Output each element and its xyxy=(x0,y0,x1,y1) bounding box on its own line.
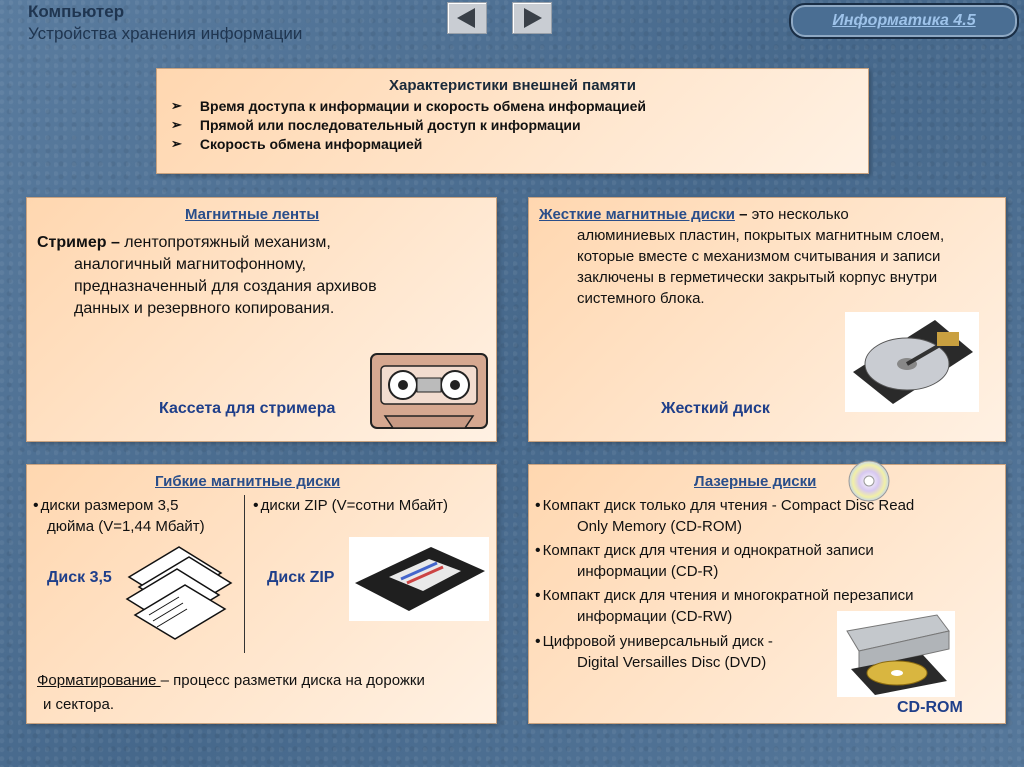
magnetic-tape-panel xyxy=(26,197,497,442)
prev-button[interactable] xyxy=(447,2,487,34)
laser-bullet-1: • Компакт диск только для чтения - Compact Disc Read Only Memory (CD-ROM) xyxy=(535,497,915,535)
characteristics-list xyxy=(171,98,868,152)
slide-subtitle: Устройства хранения информации xyxy=(28,24,303,43)
hdd-caption: Жесткий диск xyxy=(661,400,770,417)
floppy-title[interactable]: Гибкие магнитные диски xyxy=(155,473,341,490)
floppy-bullet-2: • диски ZIP (V=сотни Мбайт) xyxy=(253,497,449,514)
arrow-bullet-icon: ➢ xyxy=(171,98,182,113)
formatting-note: Форматирование – процесс разметки диска на дорожки и сектора. xyxy=(37,672,425,713)
arrow-bullet-icon: ➢ xyxy=(171,136,182,151)
triangle-right-icon xyxy=(513,3,551,33)
floppy-bullet-1: • диски размером 3,5 дюйма (V=1,44 Мбайт) xyxy=(33,497,205,535)
laser-title[interactable]: Лазерные диски xyxy=(694,473,817,490)
laser-bullet-2: • Компакт диск для чтения и однократной записи информации (CD-R) xyxy=(535,542,874,580)
tape-description: Стример – лентопротяжный механизм, аналогичный магнитофонному, предназначенный для создания архивов данных и резервного копирования. xyxy=(37,234,377,317)
hdd-description: Жесткие магнитные диски – это несколько алюминиевых пластин, покрытых магнитным слоем, которые вместе с механизмом считывания и записи заключены в герметически закрытый корпус внутри системного блока. xyxy=(539,206,945,307)
floppy-disk-panel xyxy=(26,464,497,724)
list-item: ➢ Скорость обмена информацией xyxy=(171,136,423,152)
tape-cassette-icon xyxy=(365,346,493,436)
characteristics-title: Характеристики внешней памяти xyxy=(389,77,636,94)
hard-disk-icon xyxy=(845,312,979,412)
floppy-stack-icon xyxy=(125,537,235,647)
cd-rom-caption: CD-ROM xyxy=(897,699,963,716)
hard-disk-panel xyxy=(528,197,1006,442)
column-divider xyxy=(244,495,245,653)
hdd-title[interactable]: Жесткие магнитные диски xyxy=(539,206,735,223)
laser-bullet-4: • Цифровой универсальный диск - Digital Versailles Disc (DVD) xyxy=(535,633,773,671)
tape-term: Стример – xyxy=(37,234,120,251)
characteristics-panel xyxy=(156,68,869,174)
triangle-left-icon xyxy=(448,3,486,33)
list-item: ➢ Прямой или последовательный доступ к информации xyxy=(171,117,581,133)
arrow-bullet-icon: ➢ xyxy=(171,117,182,132)
zip-disk-icon xyxy=(349,537,489,621)
slide-title: Компьютер xyxy=(28,2,125,21)
optical-disk-panel xyxy=(528,464,1006,724)
formatting-term: Форматирование xyxy=(37,672,161,689)
cd-rom-drive-icon xyxy=(837,611,955,697)
floppy-caption-zip: Диск ZIP xyxy=(267,569,335,586)
laser-bullet-3: • Компакт диск для чтения и многократной перезаписи информации (CD-RW) xyxy=(535,587,914,625)
list-item: ➢ Время доступа к информации и скорость обмена информацией xyxy=(171,98,646,114)
floppy-caption-35: Диск 3,5 xyxy=(47,569,112,586)
tape-title[interactable]: Магнитные ленты xyxy=(185,206,320,223)
next-button[interactable] xyxy=(512,2,552,34)
brand-badge[interactable]: Информатика 4.5 xyxy=(789,3,1019,39)
tape-caption: Кассета для стримера xyxy=(159,400,336,417)
